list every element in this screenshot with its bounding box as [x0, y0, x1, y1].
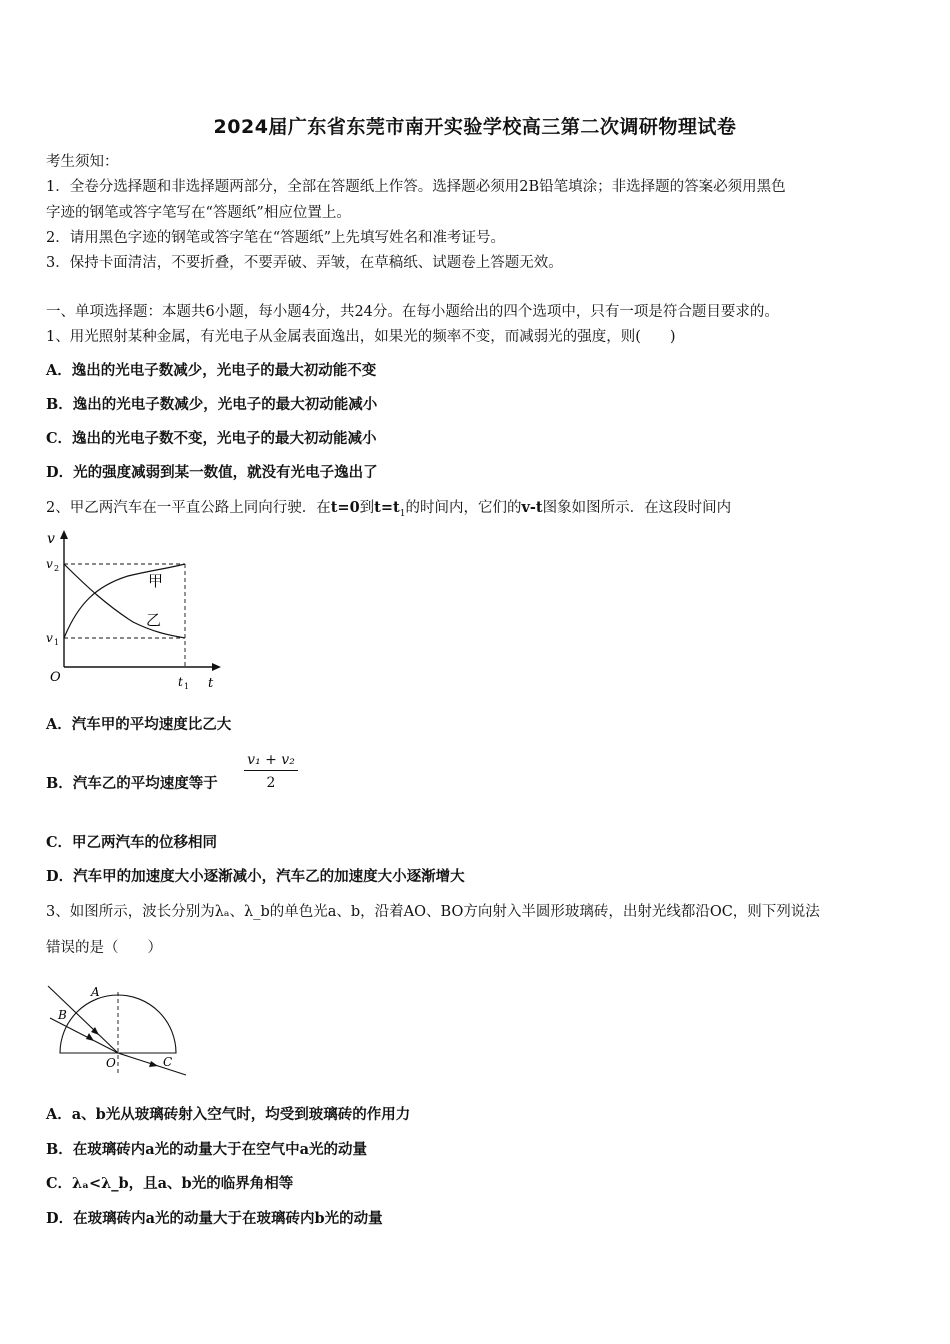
q2-stem-t1-sub: 1	[399, 508, 406, 519]
q2-stem-part: 的时间内，它们的	[405, 500, 522, 516]
page-title: 2024届广东省东莞市南开实验学校高三第二次调研物理试卷	[213, 116, 737, 138]
q2-stem-t1: t=t	[374, 499, 400, 516]
x-axis-arrow	[212, 663, 221, 671]
question-1-stem: 1、用光照射某种金属，有光电子从金属表面逸出，如果光的频率不变，而减弱光的强度，则( )	[46, 329, 676, 345]
question-2-option-b: B．汽车乙的平均速度等于	[46, 775, 218, 792]
t1-sub-label: 1	[184, 682, 190, 691]
v2-sub-label: 2	[54, 564, 60, 573]
origin-label: O	[50, 670, 61, 685]
curve-yi	[64, 564, 185, 638]
curve-jia	[64, 564, 185, 638]
q2-stem-part: 2、甲乙两汽车在一平直公路上同向行驶．在	[46, 500, 331, 516]
fraction-numerator: v₁ + v₂	[244, 752, 298, 771]
average-velocity-fraction	[244, 752, 298, 791]
question-3-stem-line-1: 3、如图所示，波长分别为λₐ、λ_b的单色光a、b，沿着AO、BO方向射入半圆形玻璃砖，出射光线都沿OC，则下列说法	[46, 904, 820, 920]
question-3-option-c: C．λₐ<λ_b，且a、b光的临界角相等	[46, 1175, 294, 1192]
question-2-stem	[46, 498, 731, 524]
question-3-option-d: D．在玻璃砖内a光的动量大于在玻璃砖内b光的动量	[46, 1210, 383, 1227]
point-b-label: B	[58, 1008, 67, 1022]
question-2-option-d: D．汽车甲的加速度大小逐渐减小，汽车乙的加速度大小逐渐增大	[46, 868, 465, 885]
question-1-option-c: C．逸出的光电子数不变，光电子的最大初动能减小	[46, 430, 377, 447]
question-2-option-c: C．甲乙两汽车的位移相同	[46, 834, 218, 851]
notice-item-2: 2．请用黑色字迹的钢笔或答字笔在“答题纸”上先填写姓名和准考证号。	[46, 230, 506, 246]
v2-label: v	[46, 557, 53, 571]
question-1-option-a: A．逸出的光电子数减少，光电子的最大初动能不变	[46, 362, 377, 379]
notice-item-3: 3．保持卡面清洁，不要折叠，不要弄破、弄皱，在草稿纸、试题卷上答题无效。	[46, 255, 563, 271]
q2-stem-t0: t=0	[330, 499, 360, 516]
t1-label: t	[178, 675, 183, 689]
question-3-option-a: A．a、b光从玻璃砖射入空气时，均受到玻璃砖的作用力	[46, 1106, 411, 1123]
question-2-option-a: A．汽车甲的平均速度比乙大	[46, 716, 232, 733]
question-3-option-b: B．在玻璃砖内a光的动量大于在空气中a光的动量	[46, 1141, 368, 1158]
ray-oc-arrow	[149, 1061, 158, 1067]
question-1-option-d: D．光的强度减弱到某一数值，就没有光电子逸出了	[46, 464, 378, 481]
question-3-stem-line-2: 错误的是（ ）	[46, 940, 162, 956]
x-axis-label: t	[208, 676, 214, 691]
notice-heading: 考生须知：	[46, 154, 119, 170]
jia-label: 甲	[148, 572, 164, 590]
v1-label: v	[46, 631, 53, 645]
point-o-label: O	[106, 1056, 116, 1070]
notice-item-1-line-1: 1．全卷分选择题和非选择题两部分，全部在答题纸上作答。选择题必须用2B铅笔填涂；非选择题的答案必须用黑色	[46, 179, 786, 195]
q2-stem-part: 图象如图所示．在这段时间内	[542, 500, 732, 516]
fraction-denominator: 2	[266, 775, 276, 791]
question-1-option-b: B．逸出的光电子数减少，光电子的最大初动能减小	[46, 396, 378, 413]
point-a-label: A	[91, 985, 100, 999]
section-heading: 一、单项选择题：本题共6小题，每小题4分，共24分。在每小题给出的四个选项中，只有一项是符合题目要求的。	[46, 304, 779, 320]
glass-brick-diagram	[38, 972, 198, 1082]
y-axis-label: v	[47, 531, 55, 547]
yi-label: 乙	[146, 611, 162, 629]
point-c-label: C	[163, 1055, 173, 1069]
ray-b-arrow	[86, 1033, 94, 1041]
q2-stem-part: 到	[359, 500, 375, 516]
v1-sub-label: 1	[54, 638, 60, 647]
notice-item-1-line-2: 字迹的钢笔或答字笔写在“答题纸”相应位置上。	[46, 205, 351, 221]
y-axis-arrow	[60, 530, 68, 539]
q2-stem-vt: v-t	[521, 499, 543, 516]
vt-graph	[38, 524, 228, 694]
